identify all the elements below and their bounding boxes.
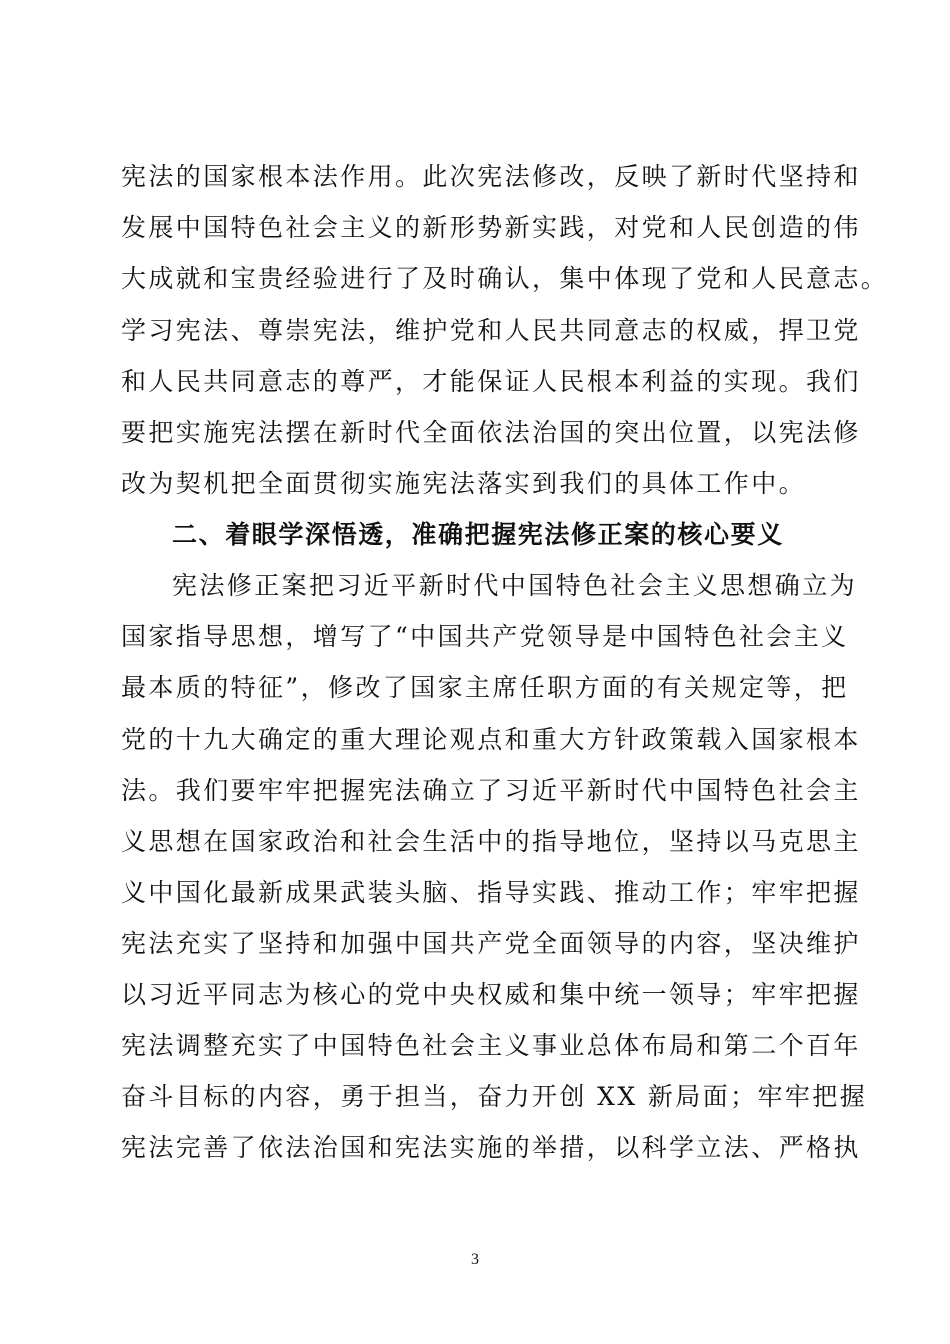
text-line: 党的十九大确定的重大理论观点和重大方针政策载入国家根本 — [121, 725, 861, 754]
text-line: 国家指导思想，增写了“中国共产党领导是中国特色社会主义 — [121, 622, 849, 651]
section-heading: 二、着眼学深悟透，准确把握宪法修正案的核心要义 — [172, 520, 784, 549]
text-line: 宪法充实了坚持和加强中国共产党全面领导的内容，坚决维护 — [121, 929, 861, 958]
text-line: 宪法完善了依法治国和宪法实施的举措，以科学立法、严格执 — [121, 1133, 861, 1162]
text-line: 以习近平同志为核心的党中央权威和集中统一领导；牢牢把握 — [121, 980, 861, 1009]
text-line: 宪法调整充实了中国特色社会主义事业总体布局和第二个百年 — [121, 1031, 861, 1060]
text-line: 和人民共同意志的尊严，才能保证人民根本利益的实现。我们 — [121, 367, 861, 396]
text-line: 义思想在国家政治和社会生活中的指导地位，坚持以马克思主 — [121, 827, 861, 856]
paragraph-first-line: 宪法修正案把习近平新时代中国特色社会主义思想确立为 — [172, 571, 858, 600]
page-number: 3 — [471, 1251, 479, 1268]
text-line: 要把实施宪法摆在新时代全面依法治国的突出位置，以宪法修 — [121, 418, 861, 447]
text-line: 奋斗目标的内容，勇于担当，奋力开创 XX 新局面；牢牢把握 — [121, 1082, 868, 1111]
text-line: 法。我们要牢牢把握宪法确立了习近平新时代中国特色社会主 — [121, 776, 861, 805]
text-line: 大成就和宝贵经验进行了及时确认，集中体现了党和人民意志。 — [121, 264, 889, 293]
text-line: 改为契机把全面贯彻实施宪法落实到我们的具体工作中。 — [121, 469, 807, 498]
text-line: 发展中国特色社会主义的新形势新实践，对党和人民创造的伟 — [121, 213, 861, 242]
text-line: 宪法的国家根本法作用。此次宪法修改，反映了新时代坚持和 — [121, 162, 861, 191]
text-line: 学习宪法、尊崇宪法，维护党和人民共同意志的权威，捍卫党 — [121, 316, 861, 345]
text-line: 义中国化最新成果武装头脑、指导实践、推动工作；牢牢把握 — [121, 878, 861, 907]
text-line: 最本质的特征”，修改了国家主席任职方面的有关规定等，把 — [121, 673, 849, 702]
